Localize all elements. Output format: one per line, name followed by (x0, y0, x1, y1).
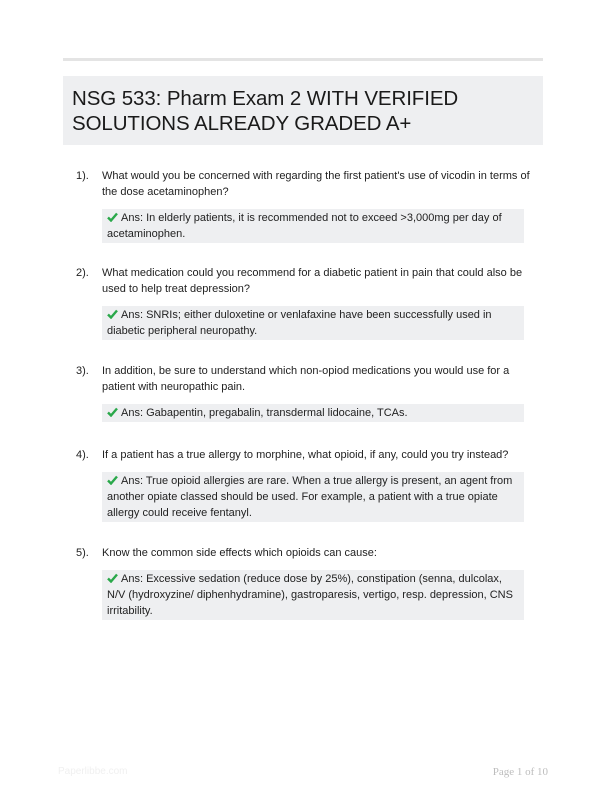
title-banner (63, 76, 543, 145)
check-icon (107, 475, 118, 485)
check-icon (107, 573, 118, 583)
question-item (76, 363, 536, 422)
question-number: 5). (76, 547, 89, 559)
question-number: 1). (76, 170, 89, 182)
answer-box (102, 209, 524, 243)
answer-text: Ans: True opioid allergies are rare. When a true allergy is present, an agent from another opiate classed should be used. For example, a patient with a true opiate allergy could receive fentanyl. (107, 475, 513, 519)
check-icon (107, 212, 118, 222)
question-item (76, 265, 536, 340)
question-text: In addition, be sure to understand which non-opiod medications you would use for a patient with neuropathic pain. (102, 365, 510, 393)
question-item (76, 168, 536, 243)
answer-text: Ans: In elderly patients, it is recommended not to exceed >3,000mg per day of acetaminophen. (107, 212, 502, 240)
answer-text: Ans: Gabapentin, pregabalin, transdermal lidocaine, TCAs. (121, 407, 408, 419)
question-number: 4). (76, 449, 89, 461)
page-number: Page 1 of 10 (492, 766, 548, 778)
top-divider (63, 58, 543, 61)
question-text: If a patient has a true allergy to morphine, what opioid, if any, could you try instead? (102, 449, 509, 461)
question-item (76, 447, 536, 522)
answer-box (102, 472, 524, 522)
question-text: Know the common side effects which opioids can cause: (102, 547, 377, 559)
question-text: What would you be concerned with regarding the first patient's use of vicodin in terms of the dose acetaminophen? (102, 170, 530, 198)
footer-watermark: Paperlibbe.com (58, 766, 128, 777)
answer-box (102, 306, 524, 340)
check-icon (107, 309, 118, 319)
question-number: 3). (76, 365, 89, 377)
question-item (76, 545, 536, 620)
question-text: What medication could you recommend for a diabetic patient in pain that could also be used to help treat depression? (102, 267, 523, 295)
document-title: NSG 533: Pharm Exam 2 WITH VERIFIED SOLUTIONS ALREADY GRADED A+ (72, 87, 459, 135)
check-icon (107, 407, 118, 417)
answer-box (102, 404, 524, 422)
answer-text: Ans: Excessive sedation (reduce dose by 25%), constipation (senna, dulcolax, N/V (hydroxyzine/ diphenhydramine), gastroparesis, vertigo, resp. depression, CNS irritability. (107, 573, 513, 617)
question-number: 2). (76, 267, 89, 279)
answer-box (102, 570, 524, 620)
answer-text: Ans: SNRIs; either duloxetine or venlafaxine have been successfully used in diabetic peripheral neuropathy. (107, 309, 492, 337)
